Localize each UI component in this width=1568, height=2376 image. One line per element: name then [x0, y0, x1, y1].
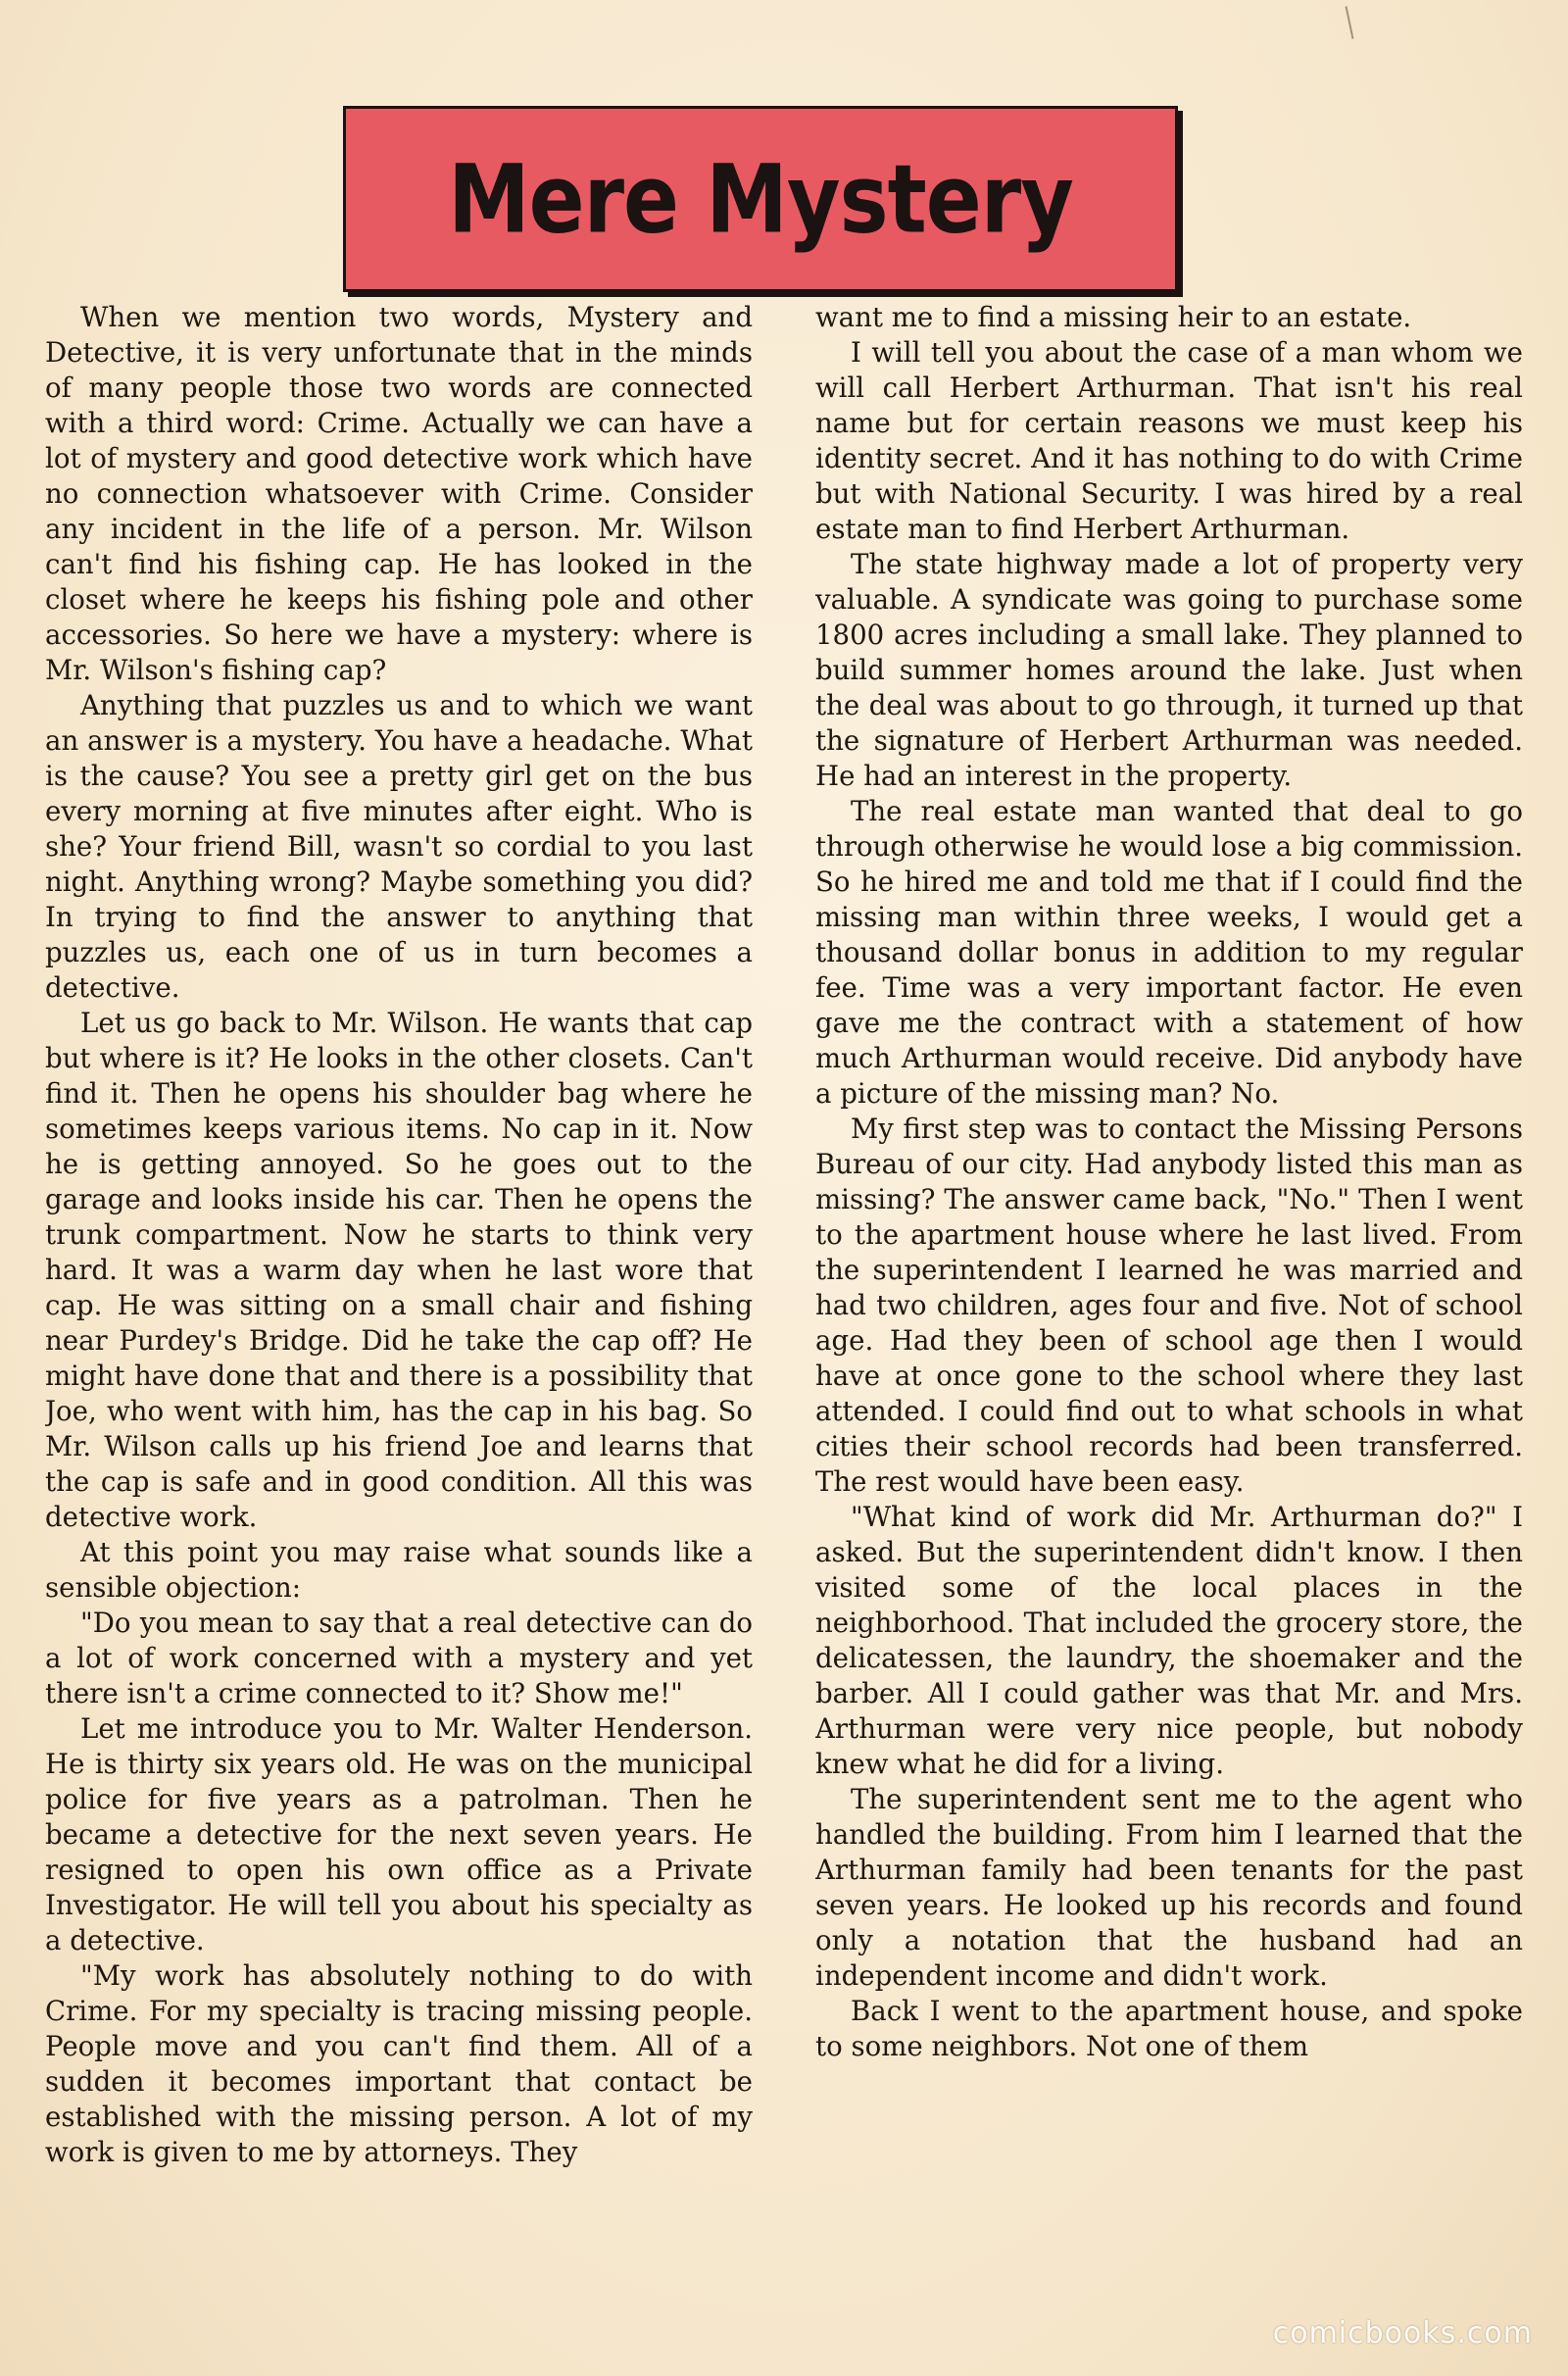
- paragraph: The superintendent sent me to the agent who handled the building. From him I learned that the Arthurman family had been tenants for the past seven years. He looked up his records and found only a notation that the husband had an independent income and didn't work.: [815, 1783, 1523, 1992]
- paragraph: Anything that puzzles us and to which we want an answer is a mystery. You have a headache. What is the cause? You see a pretty girl get on the bus every morning at five minutes after eight. Who is she? Your friend Bill, wasn't so cordial to you last night. Anything wrong? Maybe something you did? In trying to find the answer to anything that puzzles us, each one of us in turn becomes a detective.: [45, 689, 753, 1004]
- left-column: [45, 300, 753, 2303]
- paragraph: Back I went to the apartment house, and spoke to some neighbors. Not one of them: [815, 1995, 1523, 2062]
- watermark: comicbooks.com: [1272, 2316, 1533, 2351]
- title-banner: [343, 106, 1178, 292]
- paragraph: "What kind of work did Mr. Arthurman do?" I asked. But the superintendent didn't know. I then visited some of the local places in the neighborhood. That included the grocery store, the delicatessen, the laundry, the shoemaker and the barber. All I could gather was that Mr. and Mrs. Arthurman were very nice people, but nobody knew what he did for a living.: [815, 1501, 1523, 1780]
- paragraph: The state highway made a lot of property very valuable. A syndicate was going to purchase some 1800 acres including a small lake. They planned to build summer homes around the lake. Just when the deal was about to go through, it turned up that the signature of Herbert Arthurman was needed. He had an interest in the property.: [815, 548, 1523, 792]
- paragraph: Let me introduce you to Mr. Walter Henderson. He is thirty six years old. He was on the municipal police for five years as a patrolman. Then he became a detective for the next seven years. He resigned to open his own office as a Private Investigator. He will tell you about his specialty as a detective.: [45, 1712, 753, 1956]
- paragraph: At this point you may raise what sounds like a sensible objection:: [45, 1536, 753, 1604]
- paragraph-continuation: want me to find a missing heir to an estate.: [815, 301, 1412, 333]
- page-edge-mark: [1345, 6, 1353, 39]
- page-title: Mere Mystery: [448, 143, 1073, 255]
- paragraph: "Do you mean to say that a real detective can do a lot of work concerned with a mystery and yet there isn't a crime connected to it? Show me!": [45, 1607, 753, 1709]
- paragraph: I will tell you about the case of a man whom we will call Herbert Arthurman. That isn't his real name but for certain reasons we must keep his identity secret. And it has nothing to do with Crime but with National Security. I was hired by a real estate man to find Herbert Arthurman.: [815, 336, 1523, 545]
- paragraph: The real estate man wanted that deal to go through otherwise he would lose a big commission. So he hired me and told me that if I could find the missing man within three weeks, I would get a thousand dollar bonus in addition to my regular fee. Time was a very important factor. He even gave me the contract with a statement of how much Arthurman would receive. Did anybody have a picture of the missing man? No.: [815, 795, 1523, 1110]
- right-column: [815, 300, 1523, 2303]
- paragraph: Let us go back to Mr. Wilson. He wants that cap but where is it? He looks in the other closets. Can't find it. Then he opens his shoulder bag where he sometimes keeps various items. No cap in it. Now he is getting annoyed. So he goes out to the garage and looks inside his car. Then he opens the trunk compartment. Now he starts to think very hard. It was a warm day when he last wore that cap. He was sitting on a small chair and fishing near Purdey's Bridge. Did he take the cap off? He might have done that and there is a possibility that Joe, who went with him, has the cap in his bag. So Mr. Wilson calls up his friend Joe and learns that the cap is safe and in good condition. All this was detective work.: [45, 1007, 753, 1533]
- paragraph: My first step was to contact the Missing Persons Bureau of our city. Had anybody listed this man as missing? The answer came back, "No." Then I went to the apartment house where he last lived. From the superintendent I learned he was married and had two children, ages four and five. Not of school age. Had they been of school age then I would have at once gone to the school where they last attended. I could find out to what schools in what cities their school records had been transferred. The rest would have been easy.: [815, 1113, 1523, 1498]
- paragraph: When we mention two words, Mystery and Detective, it is very unfortunate that in the minds of many people those two words are connected with a third word: Crime. Actually we can have a lot of mystery and good detective work which have no connection whatsoever with Crime. Consider any incident in the life of a person. Mr. Wilson can't find his fishing cap. He has looked in the closet where he keeps his fishing pole and other accessories. So here we have a mystery: where is Mr. Wilson's fishing cap?: [45, 301, 753, 686]
- paragraph: "My work has absolutely nothing to do with Crime. For my specialty is tracing missing people. People move and you can't find them. All of a sudden it becomes important that contact be established with the missing person. A lot of my work is given to me by attorneys. They: [45, 1959, 753, 2168]
